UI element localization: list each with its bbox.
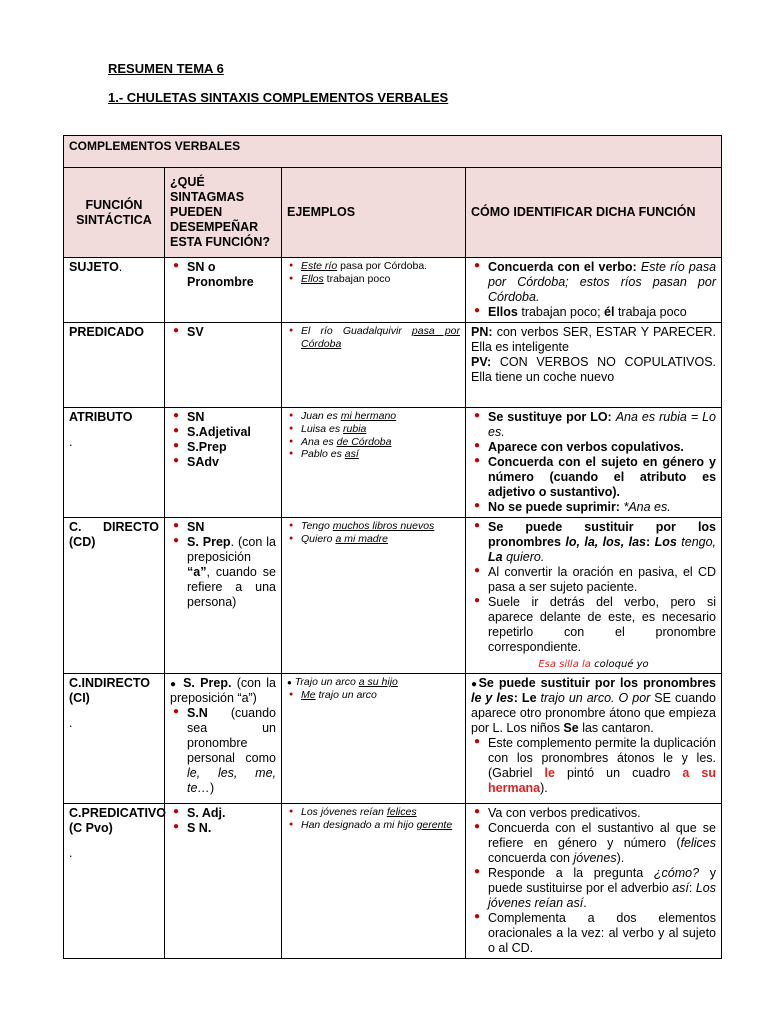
sintagmas-cpvo bbox=[165, 804, 282, 959]
funcion-predicado: PREDICADO bbox=[64, 323, 165, 408]
list-item: ● Concuerda con el sujeto en género y número (cuando el atributo es adjetivo o sustantivo). bbox=[471, 455, 716, 500]
list-item: ● S N. bbox=[170, 821, 276, 836]
list-item: ● Juan es mi hermano bbox=[287, 410, 460, 423]
funcion-ci: C.INDIRECTO (CI) . bbox=[64, 674, 165, 804]
list-item: ● Luisa es rubia bbox=[287, 423, 460, 436]
identificar-atributo bbox=[466, 408, 722, 518]
pv-line: PV: CON VERBOS NO COPULATIVOS. Ella tiene un coche nuevo bbox=[471, 355, 717, 385]
list-item: ● SN bbox=[170, 520, 276, 535]
list-item: ● S. Adj. bbox=[170, 806, 276, 821]
list-item: ● S. Prep. (con la preposición “a”, cuando se refiere a una persona) bbox=[170, 535, 276, 610]
header-como-identificar: CÓMO IDENTIFICAR DICHA FUNCIÓN bbox=[466, 168, 722, 258]
list-item: ● Suele ir detrás del verbo, pero si aparece delante de este, es necesario repetirlo con el pronombre correspondiente. bbox=[471, 595, 716, 655]
header-sintagmas: ¿QUÉ SINTAGMAS PUEDEN DESEMPEÑAR ESTA FUNCIÓN? bbox=[165, 168, 282, 258]
identificar-cd bbox=[466, 518, 722, 674]
table-row bbox=[64, 408, 722, 518]
list-item: ● SAdv bbox=[170, 455, 276, 470]
sintagmas-atributo bbox=[165, 408, 282, 518]
table-row bbox=[64, 323, 722, 408]
ci-sustitucion: ●Se puede sustituir por los pronombres le y les: Le trajo un arco. O por SE cuando aparece otro pronombre átono que empieza por L. Los niños Se las cantaron. bbox=[471, 676, 717, 736]
header-funcion: FUNCIÓN SINTÁCTICA bbox=[64, 168, 165, 258]
list-item: ● Responde a la pregunta ¿cómo? y puede sustituirse por el adverbio así: Los jóvenes reían así. bbox=[471, 866, 716, 911]
complementos-table bbox=[63, 135, 722, 959]
identificar-ci bbox=[466, 674, 722, 804]
funcion-sujeto: SUJETO. bbox=[64, 258, 165, 323]
list-item: ● Este complemento permite la duplicación con los pronombres átonos le y les. (Gabriel le pintó un cuadro a su hermana). bbox=[471, 736, 716, 796]
sintagmas-sujeto bbox=[165, 258, 282, 323]
list-item: ● Me trajo un arco bbox=[287, 689, 460, 702]
funcion-cpvo: C.PREDICATIVO (C Pvo) . bbox=[64, 804, 165, 959]
list-item: ● Tengo muchos libros nuevos bbox=[287, 520, 460, 533]
ejemplos-sujeto bbox=[282, 258, 466, 323]
sintagma-sprep: ● S. Prep. (con la preposición “a”) bbox=[170, 676, 276, 706]
list-item: ● Concuerda con el verbo: Este río pasa por Córdoba; estos ríos pasan por Córdoba. bbox=[471, 260, 716, 305]
table-header-row bbox=[64, 168, 722, 258]
sintagmas-ci bbox=[165, 674, 282, 804]
list-item: ● S.Prep bbox=[170, 440, 276, 455]
ejemplo-ci-1: ● Trajo un arco a su hijo bbox=[287, 676, 398, 689]
list-item: ● Quiero a mi madre bbox=[287, 533, 460, 546]
list-item: ● Pablo es así bbox=[287, 448, 460, 461]
header-ejemplos: EJEMPLOS bbox=[282, 168, 466, 258]
identificar-cpvo bbox=[466, 804, 722, 959]
table-row bbox=[64, 258, 722, 323]
sintagmas-predicado bbox=[165, 323, 282, 408]
ejemplos-predicado bbox=[282, 323, 466, 408]
list-item: ● Ellos trabajan poco bbox=[287, 273, 460, 286]
list-item: ● S.N (cuando sea un pronombre personal como le, les, me, te…) bbox=[170, 706, 276, 796]
list-item: ● Ana es de Córdoba bbox=[287, 436, 460, 449]
identificar-sujeto bbox=[466, 258, 722, 323]
list-item: ● Los jóvenes reían felices bbox=[287, 806, 460, 819]
list-item: ● SN bbox=[170, 410, 276, 425]
table-row bbox=[64, 804, 722, 959]
table-title-row bbox=[64, 136, 722, 168]
list-item: ● No se puede suprimir: *Ana es. bbox=[471, 500, 716, 515]
list-item: ● Ellos trabajan poco; él trabaja poco bbox=[471, 305, 716, 320]
list-item: ● El río Guadalquivir pasa por Córdoba bbox=[287, 325, 460, 350]
list-item: ● Al convertir la oración en pasiva, el CD pasa a ser sujeto paciente. bbox=[471, 565, 716, 595]
list-item: ● Se puede sustituir por los pronombres lo, la, los, las: Los tengo, La quiero. bbox=[471, 520, 716, 565]
list-item: ● Aparece con verbos copulativos. bbox=[471, 440, 716, 455]
list-item: ● Este río pasa por Córdoba. bbox=[287, 260, 460, 273]
list-item: ● Han designado a mi hijo gerente bbox=[287, 819, 460, 832]
funcion-atributo: ATRIBUTO . bbox=[64, 408, 165, 518]
sintagmas-cd bbox=[165, 518, 282, 674]
table-row bbox=[64, 518, 722, 674]
list-item: ● Va con verbos predicativos. bbox=[471, 806, 716, 821]
ejemplos-ci bbox=[282, 674, 466, 804]
funcion-cd: C. DIRECTO (CD) bbox=[64, 518, 165, 674]
list-item: ● S.Adjetival bbox=[170, 425, 276, 440]
table-title: COMPLEMENTOS VERBALES bbox=[64, 136, 722, 168]
document-title: RESUMEN TEMA 6 bbox=[108, 61, 224, 76]
ejemplos-atributo bbox=[282, 408, 466, 518]
identificar-predicado bbox=[466, 323, 722, 408]
list-item: ● Se sustituye por LO: Ana es rubia = Lo es. bbox=[471, 410, 716, 440]
list-item: ● SV bbox=[170, 325, 276, 340]
cd-example-note: Esa silla la coloqué yo bbox=[538, 659, 649, 671]
table-row bbox=[64, 674, 722, 804]
list-item: ● Concuerda con el sustantivo al que se refiere en género y número (felices concuerda con jóvenes). bbox=[471, 821, 716, 866]
ejemplos-cpvo bbox=[282, 804, 466, 959]
list-item: ● SN o Pronombre bbox=[170, 260, 276, 290]
list-item: ● Complementa a dos elementos oracionales a la vez: al verbo y al sujeto o al CD. bbox=[471, 911, 716, 956]
pn-line: PN: con verbos SER, ESTAR Y PARECER. Ella es inteligente bbox=[471, 325, 717, 355]
document-subtitle: 1.- CHULETAS SINTAXIS COMPLEMENTOS VERBALES bbox=[108, 90, 449, 105]
ejemplos-cd bbox=[282, 518, 466, 674]
